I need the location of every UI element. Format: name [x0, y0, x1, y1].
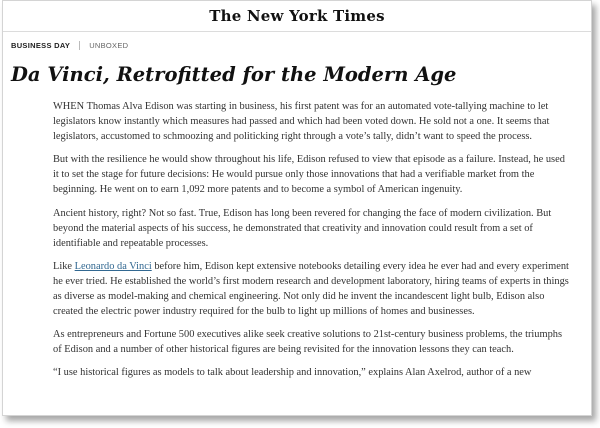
paragraph-text: before him, Edison kept extensive notebooks detailing every idea he ever had and every experiment he ever tried. He established the world’s first modern research and development laboratory, hiring teams of experts in things as diverse as model-making and chemical engineering. Not only did he invent the incandescent light bulb, Edison also created the electric power industry required for the bulb to light up millions of homes and businesses. [53, 260, 569, 318]
article-paragraph: “I use historical figures as models to talk about leadership and innovation,” explains Alan Axelrod, author of a new [53, 367, 532, 379]
article-page [2, 0, 592, 416]
section-divider [79, 41, 80, 50]
subsection-link[interactable]: UNBOXED [89, 40, 129, 50]
article-paragraph [53, 259, 569, 319]
article-paragraph: As entrepreneurs and Fortune 500 executives alike seek creative solutions to 21st-century business problems, the triumphs of Edison and a number of other historical figures are being revisited for the innovation lessons they can teach. [53, 329, 563, 356]
article-paragraph: Ancient history, right? Not so fast. True, Edison has long been revered for changing the face of modern civilization. But beyond the material aspects of his success, he demonstrated that creativity and innovation could result from a set of identifiable and repeatable processes. [53, 207, 552, 249]
section-bar [3, 32, 591, 58]
leonardo-da-vinci-link[interactable]: Leonardo da Vinci [74, 260, 152, 272]
article-paragraph: WHEN Thomas Alva Edison was starting in business, his first patent was for an automated vote-tallying machine to let legislators know instantly which measures had passed and which had been voted down. He sold not a one. It seems that legislators, accustomed to schmoozing and politicking right through a vote’s tally, didn’t want to speed the process. [53, 101, 550, 143]
nyt-logo[interactable]: The New York Times [209, 7, 385, 25]
article-headline: Da Vinci, Retrofitted for the Modern Age [11, 63, 457, 86]
article-paragraph: But with the resilience he would show throughout his life, Edison refused to view that episode as a failure. Instead, he used it to set the stage for future decisions: He would pursue only those innovations that had a verifiable market from the beginning. He went on to earn 1,092 more patents and to become a symbol of American ingenuity. [53, 154, 565, 196]
article-body [53, 99, 569, 389]
section-link[interactable]: BUSINESS DAY [11, 40, 71, 50]
paragraph-text: Like [53, 260, 75, 272]
masthead [3, 1, 591, 32]
